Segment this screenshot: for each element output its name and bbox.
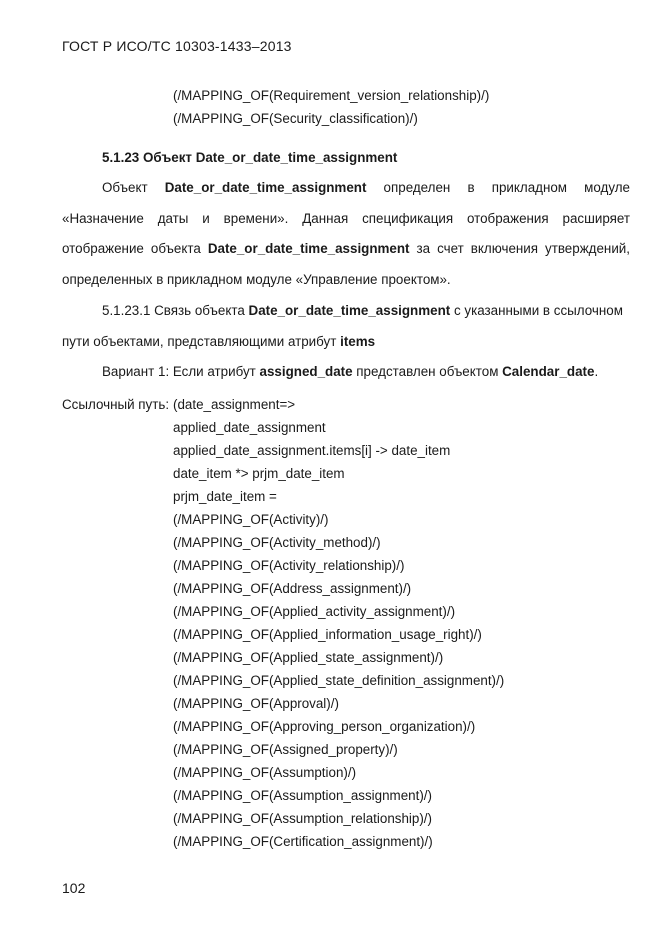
mapping-line: (/MAPPING_OF(Assumption_assignment)/): [173, 788, 432, 803]
ref-path-label: Ссылочный путь:: [62, 397, 170, 412]
entity-name: Date_or_date_time_assignment: [164, 180, 367, 195]
subsection-line: [62, 334, 375, 350]
subsection-number: 5.1.23.1: [102, 303, 151, 318]
text: модуле: [584, 180, 630, 195]
mapping-line: (/MAPPING_OF(Activity)/): [173, 512, 329, 527]
mapping-line: (/MAPPING_OF(Assumption)/): [173, 765, 357, 780]
attribute-name: assigned_date: [259, 364, 353, 379]
entity-name: Calendar_date: [502, 364, 595, 379]
mapping-line: (/MAPPING_OF(Security_classification)/): [173, 111, 418, 126]
text: в: [467, 180, 475, 195]
paragraph-line: определенных в прикладном модуле «Управление проектом».: [62, 272, 451, 287]
mapping-line: (/MAPPING_OF(Requirement_version_relationship)/): [173, 88, 490, 103]
attribute-name: items: [340, 334, 376, 349]
section-heading: [102, 150, 397, 166]
section-heading-entity: Date_or_date_time_assignment: [195, 150, 398, 165]
text: за счет включения утверждений,: [416, 241, 630, 256]
text: прикладном: [491, 180, 568, 195]
text: Объект: [102, 180, 148, 195]
mapping-line: (/MAPPING_OF(Applied_activity_assignment)/): [173, 604, 456, 619]
mapping-line: (/MAPPING_OF(Applied_state_assignment)/): [173, 650, 444, 665]
ref-path-line: prjm_date_item =: [173, 489, 277, 504]
mapping-line: (/MAPPING_OF(Assigned_property)/): [173, 742, 398, 757]
text: Связь объекта: [154, 303, 245, 318]
subsection-heading: [102, 303, 623, 319]
entity-name: Date_or_date_time_assignment: [207, 241, 410, 256]
page-number: 102: [62, 880, 86, 896]
text: с указанными в ссылочном: [453, 303, 623, 318]
paragraph-line: [102, 180, 630, 196]
text: отображение объекта: [62, 241, 201, 256]
paragraph-line: [62, 241, 630, 257]
mapping-line: (/MAPPING_OF(Certification_assignment)/): [173, 834, 433, 849]
mapping-line: (/MAPPING_OF(Address_assignment)/): [173, 581, 412, 596]
section-heading-prefix: Объект: [142, 150, 192, 165]
variant-line: [102, 364, 598, 380]
text: .: [594, 364, 599, 379]
mapping-line: (/MAPPING_OF(Activity_relationship)/): [173, 558, 405, 573]
paragraph-line: «Назначение даты и времени». Данная спецификация отображения расширяет: [62, 211, 630, 226]
ref-path-line: date_item *> prjm_date_item: [173, 466, 345, 481]
text: представлен объектом: [356, 364, 499, 379]
text: пути объектами, представляющими атрибут: [62, 334, 337, 349]
document-header: ГОСТ Р ИСО/ТС 10303-1433–2013: [62, 38, 292, 54]
ref-path-line: applied_date_assignment.items[i] -> date_item: [173, 443, 451, 458]
section-number: 5.1.23: [102, 150, 140, 165]
mapping-line: (/MAPPING_OF(Applied_information_usage_right)/): [173, 627, 482, 642]
ref-path-line: applied_date_assignment: [173, 420, 326, 435]
text: Вариант 1: Если атрибут: [102, 364, 256, 379]
entity-name: Date_or_date_time_assignment: [248, 303, 451, 318]
mapping-line: (/MAPPING_OF(Applied_state_definition_assignment)/): [173, 673, 505, 688]
mapping-line: (/MAPPING_OF(Assumption_relationship)/): [173, 811, 432, 826]
ref-path-line: (date_assignment=>: [173, 397, 296, 412]
mapping-line: (/MAPPING_OF(Approval)/): [173, 696, 339, 711]
text: определен: [383, 180, 451, 195]
mapping-line: (/MAPPING_OF(Approving_person_organization)/): [173, 719, 476, 734]
mapping-line: (/MAPPING_OF(Activity_method)/): [173, 535, 381, 550]
